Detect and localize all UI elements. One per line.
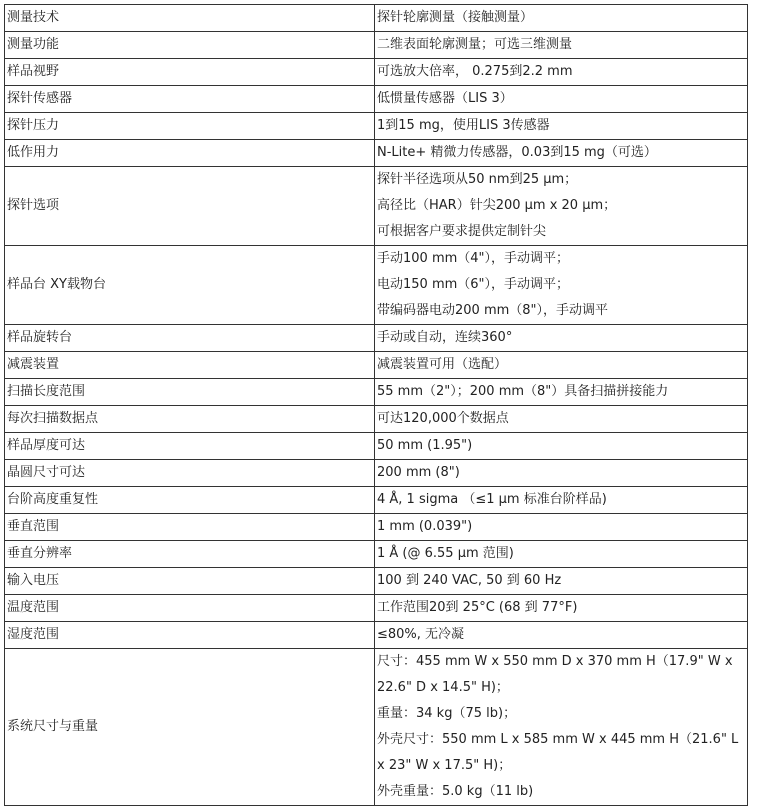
spec-row xyxy=(5,460,748,487)
spec-value xyxy=(375,622,748,649)
spec-value-line: 低惯量传感器（LIS 3） xyxy=(377,91,513,106)
spec-value xyxy=(375,514,748,541)
spec-label: 探针选项 xyxy=(5,167,375,246)
spec-value xyxy=(375,487,748,514)
spec-value-line: 高径比（HAR）针尖200 μm x 20 μm； xyxy=(377,198,617,213)
spec-value-line: 减震装置可用（选配） xyxy=(377,357,508,372)
spec-value-line: 尺寸：455 mm W x 550 mm D x 370 mm H（17.9" W x xyxy=(377,654,733,669)
spec-row xyxy=(5,167,748,246)
spec-value-line: 重量：34 kg（75 lb)； xyxy=(377,706,517,721)
spec-row xyxy=(5,568,748,595)
spec-table-body xyxy=(5,5,748,806)
spec-row xyxy=(5,32,748,59)
spec-value xyxy=(375,32,748,59)
spec-value-line: 50 mm (1.95") xyxy=(377,438,473,453)
spec-label: 探针压力 xyxy=(5,113,375,140)
spec-label: 测量技术 xyxy=(5,5,375,32)
spec-value xyxy=(375,541,748,568)
spec-value-line: 手动或自动，连续360° xyxy=(377,330,513,345)
spec-value-line: 1 Å (@ 6.55 μm 范围) xyxy=(377,546,514,561)
spec-value-line: 带编码器电动200 mm（8"），手动调平 xyxy=(377,303,609,318)
spec-value-line: x 23" W x 17.5" H)； xyxy=(377,758,512,773)
spec-label: 每次扫描数据点 xyxy=(5,406,375,433)
spec-value xyxy=(375,59,748,86)
spec-value-line: 100 到 240 VAC, 50 到 60 Hz xyxy=(377,573,562,588)
spec-value-line: 55 mm（2"）；200 mm（8"）具备扫描拼接能力 xyxy=(377,384,669,399)
spec-label: 低作用力 xyxy=(5,140,375,167)
spec-label: 台阶高度重复性 xyxy=(5,487,375,514)
spec-value-line: 4 Å, 1 sigma （≤1 μm 标准台阶样品) xyxy=(377,492,607,507)
spec-label: 垂直分辨率 xyxy=(5,541,375,568)
spec-row xyxy=(5,541,748,568)
spec-value-line: 1 mm (0.039") xyxy=(377,519,473,534)
spec-value-line: 手动100 mm（4"），手动调平； xyxy=(377,251,570,266)
spec-label: 探针传感器 xyxy=(5,86,375,113)
spec-value-line: 外壳尺寸：550 mm L x 585 mm W x 445 mm H（21.6" L xyxy=(377,732,739,747)
spec-label: 系统尺寸与重量 xyxy=(5,649,375,806)
spec-label: 温度范围 xyxy=(5,595,375,622)
spec-value-line: 探针半径选项从50 nm到25 μm； xyxy=(377,172,578,187)
spec-row xyxy=(5,649,748,806)
spec-label: 晶圆尺寸可达 xyxy=(5,460,375,487)
spec-label: 湿度范围 xyxy=(5,622,375,649)
spec-row xyxy=(5,487,748,514)
spec-value xyxy=(375,113,748,140)
spec-row xyxy=(5,406,748,433)
spec-value-line: 电动150 mm（6"），手动调平； xyxy=(377,277,570,292)
spec-value xyxy=(375,325,748,352)
spec-value xyxy=(375,649,748,806)
spec-label: 样品厚度可达 xyxy=(5,433,375,460)
spec-label: 垂直范围 xyxy=(5,514,375,541)
spec-value xyxy=(375,433,748,460)
spec-value-line: 200 mm (8") xyxy=(377,465,460,480)
spec-value xyxy=(375,246,748,325)
spec-value xyxy=(375,568,748,595)
spec-row xyxy=(5,86,748,113)
spec-label: 样品旋转台 xyxy=(5,325,375,352)
spec-label: 减震装置 xyxy=(5,352,375,379)
spec-value-line: 可根据客户要求提供定制针尖 xyxy=(377,224,547,239)
spec-value-line: 工作范围20到 25°C (68 到 77°F) xyxy=(377,600,578,615)
spec-value xyxy=(375,5,748,32)
spec-row xyxy=(5,622,748,649)
spec-label: 样品台 XY载物台 xyxy=(5,246,375,325)
spec-row xyxy=(5,5,748,32)
spec-row xyxy=(5,246,748,325)
spec-row xyxy=(5,325,748,352)
spec-value xyxy=(375,352,748,379)
spec-row xyxy=(5,59,748,86)
spec-label: 输入电压 xyxy=(5,568,375,595)
spec-label: 扫描长度范围 xyxy=(5,379,375,406)
spec-label: 样品视野 xyxy=(5,59,375,86)
spec-value xyxy=(375,140,748,167)
spec-value xyxy=(375,595,748,622)
spec-table xyxy=(4,4,748,806)
spec-value-line: 22.6" D x 14.5" H)； xyxy=(377,680,509,695)
spec-value-line: 探针轮廓测量（接触测量） xyxy=(377,10,534,25)
spec-value-line: 1到15 mg，使用LIS 3传感器 xyxy=(377,118,550,133)
spec-row xyxy=(5,113,748,140)
spec-row xyxy=(5,514,748,541)
spec-row xyxy=(5,595,748,622)
spec-value-line: 可选放大倍率， 0.275到2.2 mm xyxy=(377,64,573,79)
spec-label: 测量功能 xyxy=(5,32,375,59)
spec-row xyxy=(5,352,748,379)
spec-value xyxy=(375,379,748,406)
spec-row xyxy=(5,140,748,167)
spec-value-line: ≤80%, 无冷凝 xyxy=(377,627,465,642)
spec-value xyxy=(375,167,748,246)
spec-value-line: 外壳重量：5.0 kg（11 lb) xyxy=(377,784,534,799)
spec-row xyxy=(5,379,748,406)
spec-value xyxy=(375,86,748,113)
spec-value-line: N-Lite+ 精微力传感器，0.03到15 mg（可选） xyxy=(377,145,657,160)
spec-value-line: 二维表面轮廓测量；可选三维测量 xyxy=(377,37,573,52)
spec-row xyxy=(5,433,748,460)
spec-value xyxy=(375,460,748,487)
spec-value-line: 可达120,000个数据点 xyxy=(377,411,509,426)
spec-value xyxy=(375,406,748,433)
